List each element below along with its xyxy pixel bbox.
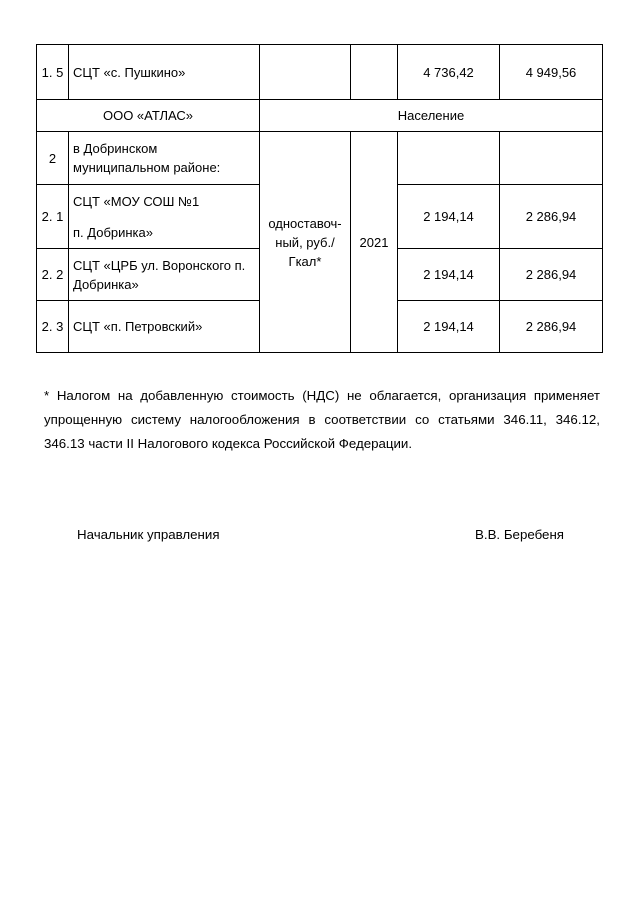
unit-cell: одноставоч-ный, руб./Гкал* bbox=[260, 132, 351, 353]
row-name-line2: п. Добринка» bbox=[73, 224, 153, 240]
row-name: СЦТ «ЦРБ ул. Воронского п. Добринка» bbox=[69, 249, 260, 301]
value-1: 2 194,14 bbox=[398, 301, 500, 353]
value-1: 4 736,42 bbox=[398, 45, 500, 100]
table-row bbox=[37, 45, 603, 100]
signature-name: В.В. Беребеня bbox=[475, 527, 564, 542]
value-2: 4 949,56 bbox=[500, 45, 603, 100]
row-name-line1: СЦТ «МОУ СОШ №1 bbox=[73, 193, 200, 209]
table-row bbox=[37, 100, 603, 132]
consumer-group: Население bbox=[260, 100, 603, 132]
row-name: СЦТ «п. Петровский» bbox=[69, 301, 260, 353]
row-number: 2. 1 bbox=[37, 185, 69, 249]
row-name bbox=[69, 185, 260, 249]
year-cell: 2021 bbox=[351, 132, 398, 353]
footnote: * Налогом на добавленную стоимость (НДС) не облагается, организация применяет упрощенную систему налогообложения в соответствии со статьями 346.11, 346.12, 346.13 части II Налогового кодекса Российской Федерации. bbox=[44, 388, 600, 451]
row-number: 2 bbox=[37, 132, 69, 185]
signature-title: Начальник управления bbox=[77, 527, 220, 542]
value-2 bbox=[500, 132, 603, 185]
row-name: в Добринском муниципальном районе: bbox=[69, 132, 260, 185]
org-name: ООО «АТЛАС» bbox=[37, 100, 260, 132]
empty-cell bbox=[351, 45, 398, 100]
value-2: 2 286,94 bbox=[500, 301, 603, 353]
row-name: СЦТ «с. Пушкино» bbox=[69, 45, 260, 100]
table-row bbox=[37, 132, 603, 185]
row-number: 2. 3 bbox=[37, 301, 69, 353]
value-2: 2 286,94 bbox=[500, 249, 603, 301]
value-1 bbox=[398, 132, 500, 185]
tariff-table bbox=[36, 44, 603, 353]
value-1: 2 194,14 bbox=[398, 185, 500, 249]
value-2: 2 286,94 bbox=[500, 185, 603, 249]
empty-cell bbox=[260, 45, 351, 100]
row-number: 1. 5 bbox=[37, 45, 69, 100]
row-number: 2. 2 bbox=[37, 249, 69, 301]
value-1: 2 194,14 bbox=[398, 249, 500, 301]
